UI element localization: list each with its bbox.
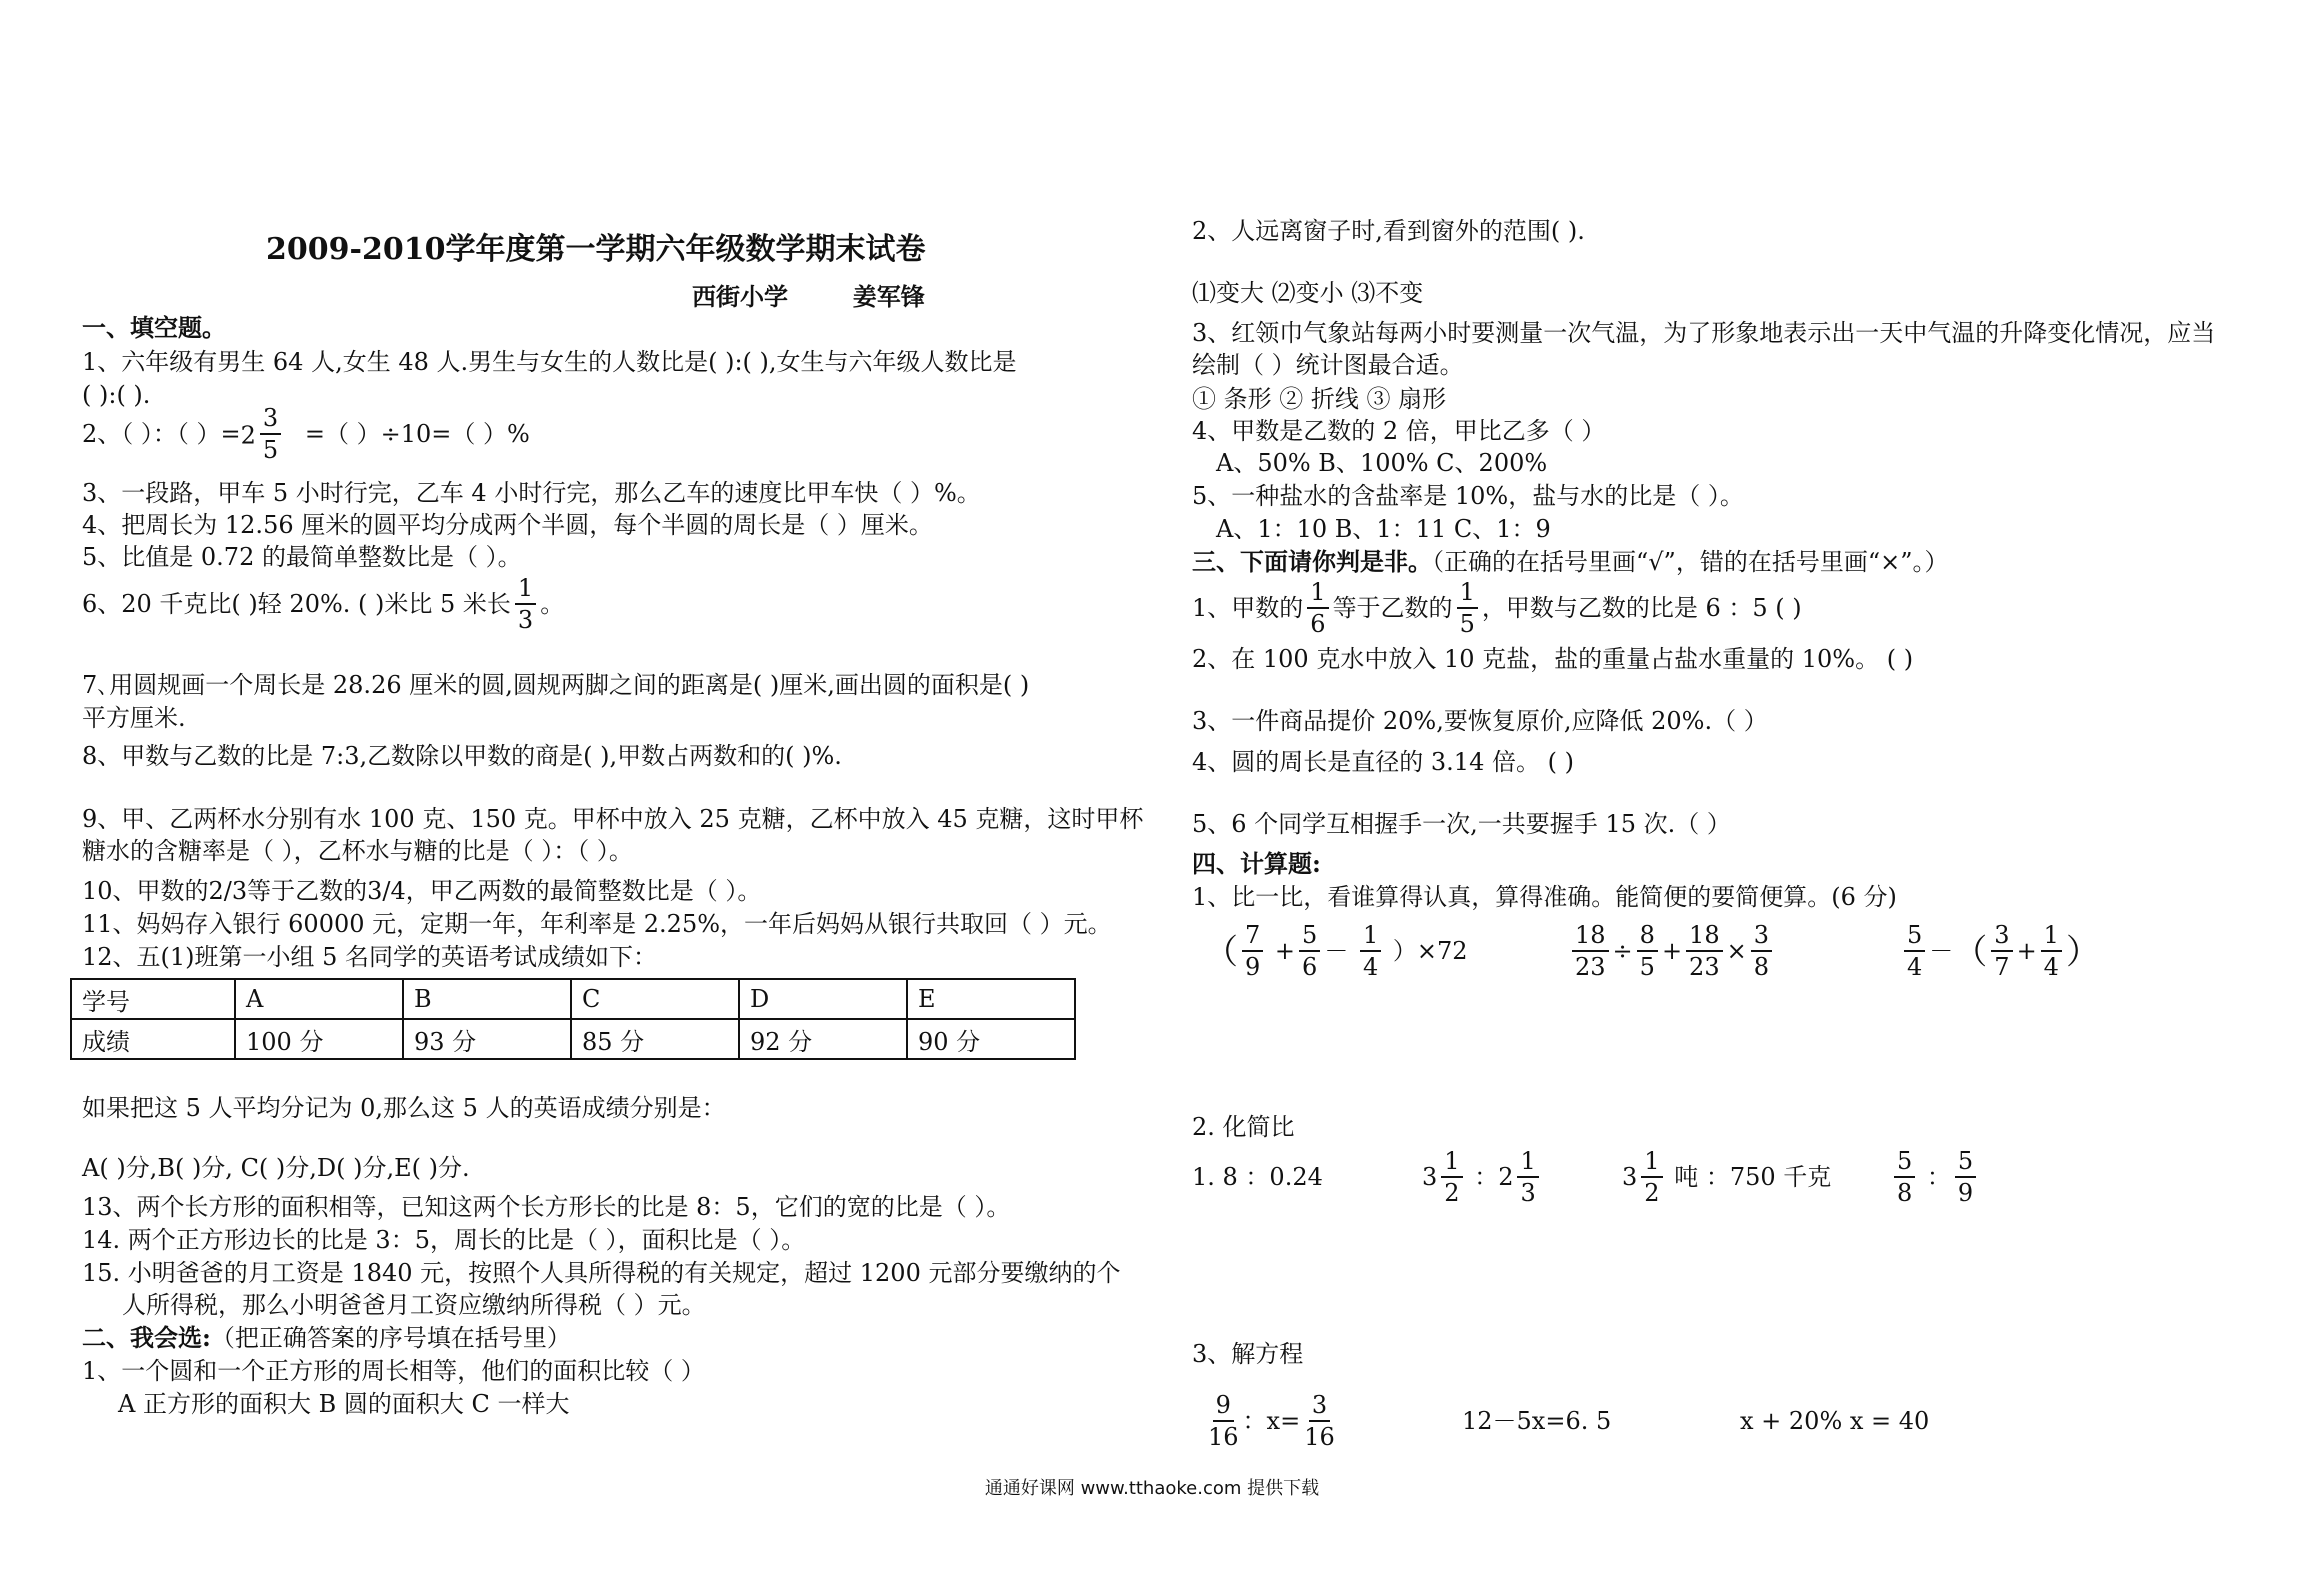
j1-frac2-den: 5 <box>1459 609 1475 638</box>
question-12-prompt: 如果把这 5 人平均分记为 0,那么这 5 人的英语成绩分别是： <box>82 1094 726 1122</box>
r2-num-2: 1 <box>1517 1149 1538 1178</box>
table-cell: 学号 <box>71 979 235 1019</box>
r3-whole: 3 <box>1622 1163 1638 1191</box>
calc-expression-1: （ $\frac{7}{9}$ + $\frac{5}{6}$ － $\frac{1}{4}$ ）×72 <box>1204 920 1468 981</box>
choice-5-options: A、1：10 B、1：11 C、1：9 <box>1216 515 1551 543</box>
question-7: 7､用圆规画一个周长是 28.26 厘米的圆,圆规两脚之间的距离是( )厘米,画出圆的面积是( ) <box>82 671 1030 699</box>
r2-den-1: 2 <box>1444 1178 1460 1207</box>
calc-2-heading: 2. 化简比 <box>1192 1113 1295 1141</box>
ratio-2: 3 $\frac{1}{2}$ ：2 $\frac{1}{3}$ <box>1422 1147 1543 1207</box>
j1-text-c: ，甲数与乙数的比是 6 ：5 ( ) <box>1481 594 1802 622</box>
section-judge-heading <box>1192 547 1948 577</box>
e3-b-den: 7 <box>1994 952 2010 981</box>
judge-5: 5、6 个同学互相握手一次,一共要握手 15 次.（ ） <box>1192 810 1731 838</box>
question-3: 3、一段路，甲车 5 小时行完，乙车 4 小时行完，那么乙车的速度比甲车快（ ）%。 <box>82 479 981 507</box>
e2-d-den: 8 <box>1753 952 1769 981</box>
calc-expression-3: $\frac{5}{4}$ －（ $\frac{3}{7}$ + $\frac{1}{4}$ ） <box>1900 916 2100 988</box>
r4-den-2: 9 <box>1957 1178 1974 1207</box>
table-cell: A <box>235 979 403 1019</box>
e3-a-den: 4 <box>1907 952 1923 981</box>
question-14: 14. 两个正方形边长的比是 3：5，周长的比是（ ），面积比是（ ）。 <box>82 1226 806 1254</box>
question-10: 10、甲数的2/3等于乙数的3/4，甲乙两数的最简整数比是（ ）。 <box>82 877 762 905</box>
judge-4: 4、圆的周长是直径的 3.14 倍。 ( ) <box>1192 748 1574 776</box>
question-1: 1、六年级有男生 64 人,女生 48 人.男生与女生的人数比是( ):( ),女生与六年级人数比是 <box>82 348 1017 376</box>
j1-text-a: 1、甲数的 <box>1192 594 1304 622</box>
e2-d-num: 3 <box>1751 923 1772 952</box>
e1-c-den: 4 <box>1362 952 1379 981</box>
e2-c-den: 23 <box>1689 952 1720 981</box>
r2-whole-2: 2 <box>1498 1163 1514 1191</box>
question-8: 8、甲数与乙数的比是 7:3,乙数除以甲数的商是( ),甲数占两数和的( )%. <box>82 742 842 770</box>
r3-tail: 吨 ：750 千克 <box>1674 1163 1832 1191</box>
q2-text-b: =（ ）÷10=（ ）% <box>304 420 530 448</box>
table-cell: 90 分 <box>907 1019 1075 1059</box>
e2-c-num: 18 <box>1686 923 1723 952</box>
choice-2: 2、人远离窗子时,看到窗外的范围( ). <box>1192 217 1585 245</box>
q6-fraction <box>515 573 536 634</box>
table-cell: D <box>739 979 907 1019</box>
question-6 <box>82 573 565 634</box>
choice-3-options: ① 条形 ② 折线 ③ 扇形 <box>1192 385 1447 413</box>
q2-denominator: 5 <box>262 435 279 464</box>
r4-den-1: 8 <box>1897 1178 1913 1207</box>
q2-numerator: 3 <box>260 406 281 435</box>
q2-mixed-number <box>240 403 286 464</box>
judge-2: 2、在 100 克水中放入 10 克盐，盐的重量占盐水重量的 10%。 ( ) <box>1192 645 1914 673</box>
table-row <box>71 979 1075 1019</box>
q2-text-a: 2、（ ）：（ ）= <box>82 420 241 448</box>
eq1-mid: ：x= <box>1242 1407 1301 1435</box>
question-12: 12、五(1)班第一小组 5 名同学的英语考试成绩如下： <box>82 943 658 971</box>
question-9-continued: 糖水的含糖率是（ ），乙杯水与糖的比是（ ）：（ ）。 <box>82 837 633 865</box>
section-calc-heading: 四、计算题: <box>1192 849 1321 878</box>
q6-denominator: 3 <box>517 605 534 634</box>
r2-whole-1: 3 <box>1422 1163 1438 1191</box>
j1-frac1-den: 6 <box>1310 609 1326 638</box>
e1-a-num: 7 <box>1242 923 1263 952</box>
table-cell: E <box>907 979 1075 1019</box>
question-15: 15. 小明爸爸的月工资是 1840 元，按照个人具所得税的有关规定，超过 1200 元部分要缴纳的个 <box>82 1259 1121 1287</box>
e2-b-num: 8 <box>1637 923 1658 952</box>
teacher-name: 姜军锋 <box>852 282 925 311</box>
eq1-num-1: 9 <box>1213 1393 1234 1422</box>
section-choice-note: （把正确答案的序号填在括号里） <box>210 1324 571 1352</box>
question-5: 5、比值是 0.72 的最简单整数比是（ ）。 <box>82 543 522 571</box>
e2-a-num: 18 <box>1572 923 1609 952</box>
choice-1-options: A 正方形的面积大 B 圆的面积大 C 一样大 <box>118 1390 570 1418</box>
page-title: 2009-2010学年度第一学期六年级数学期末试卷 <box>266 232 926 267</box>
choice-3: 3、红领巾气象站每两小时要测量一次气温，为了形象地表示出一天中气温的升降变化情况，应当 <box>1192 319 2216 347</box>
q6-text-b: 。 <box>540 590 565 618</box>
author-line <box>692 282 925 312</box>
question-13: 13、两个长方形的面积相等，已知这两个长方形长的比是 8：5，它们的宽的比是（ ）。 <box>82 1193 1011 1221</box>
e3-b-num: 3 <box>1991 923 2012 952</box>
e1-b-den: 6 <box>1302 952 1318 981</box>
table-cell: 100 分 <box>235 1019 403 1059</box>
equation-2: 12－5x=6. 5 <box>1462 1407 1612 1435</box>
q6-text-a: 6、20 千克比( )轻 20%. ( )米比 5 米长 <box>82 590 511 618</box>
equation-3: x + 20% x = 40 <box>1740 1407 1930 1435</box>
choice-1: 1、一个圆和一个正方形的周长相等，他们的面积比较（ ） <box>82 1357 705 1385</box>
question-9: 9、甲、乙两杯水分别有水 100 克、150 克。甲杯中放入 25 克糖，乙杯中放入 45 克糖，这时甲杯 <box>82 805 1144 833</box>
question-7-continued: 平方厘米. <box>82 704 186 732</box>
judge-3: 3、一件商品提价 20%,要恢复原价,应降低 20%.（ ） <box>1192 707 1768 735</box>
score-table <box>70 978 1076 1060</box>
choice-5: 5、一种盐水的含盐率是 10%，盐与水的比是（ ）。 <box>1192 482 1744 510</box>
e3-a-num: 5 <box>1904 923 1925 952</box>
r4-num-2: 5 <box>1955 1149 1976 1178</box>
question-11: 11、妈妈存入银行 60000 元，定期一年，年利率是 2.25%，一年后妈妈从银行共取回（ ）元。 <box>82 910 1112 938</box>
eq1-den-2: 16 <box>1304 1422 1335 1451</box>
choice-4-options: A、50% B、100% C、200% <box>1216 449 1548 477</box>
section-choice-heading <box>82 1323 571 1353</box>
question-15-continued: 人所得税，那么小明爸爸月工资应缴纳所得税（ ）元。 <box>122 1291 706 1319</box>
r2-den-2: 3 <box>1520 1178 1536 1207</box>
r4-num-1: 5 <box>1894 1149 1915 1178</box>
section-choice-title: 二、我会选: <box>82 1323 211 1352</box>
table-cell: C <box>571 979 739 1019</box>
choice-2-options: ⑴变大 ⑵变小 ⑶不变 <box>1192 279 1424 307</box>
e1-b-num: 5 <box>1299 923 1320 952</box>
table-cell: 成绩 <box>71 1019 235 1059</box>
choice-3-continued: 绘制（ ）统计图最合适。 <box>1192 351 1464 379</box>
e1-c-num: 1 <box>1360 923 1381 952</box>
j1-frac2-num: 1 <box>1457 580 1478 609</box>
e3-c-den: 4 <box>2043 952 2059 981</box>
choice-4: 4、甲数是乙数的 2 倍，甲比乙多（ ） <box>1192 417 1606 445</box>
eq1-den-1: 16 <box>1208 1422 1239 1451</box>
table-cell: B <box>403 979 571 1019</box>
ratio-3 <box>1622 1147 1831 1207</box>
j1-frac1-num: 1 <box>1307 580 1328 609</box>
calc-expression-2: $\frac{18}{23}$ ÷ $\frac{8}{5}$ + $\frac{18}{23}$ × $\frac{3}{8}$ <box>1568 916 1776 986</box>
q2-whole: 2 <box>240 421 256 450</box>
e3-c-num: 1 <box>2041 923 2062 952</box>
e2-b-den: 5 <box>1639 952 1655 981</box>
section-judge-title: 三、下面请你判是非。 <box>1192 547 1432 576</box>
table-row <box>71 1019 1075 1059</box>
ratio-4: $\frac{5}{8}$ ： $\frac{5}{9}$ <box>1890 1147 1980 1207</box>
ratio-1: 1. 8 ：0.24 <box>1192 1163 1323 1191</box>
e1-tail: ）×72 <box>1392 937 1468 965</box>
question-2 <box>82 403 530 464</box>
question-1-continued: ( ):( ). <box>82 381 151 409</box>
section-judge-note: （正确的在括号里画“√”，错的在括号里画“×”。） <box>1432 548 1949 576</box>
q6-numerator: 1 <box>515 576 536 605</box>
table-cell: 93 分 <box>403 1019 571 1059</box>
eq1-num-2: 3 <box>1309 1393 1330 1422</box>
equation-1 <box>1204 1388 1339 1454</box>
question-12-answers: A( )分,B( )分, C( )分,D( )分,E( )分. <box>82 1154 470 1182</box>
r3-den: 2 <box>1644 1178 1660 1207</box>
footer-credit: 通通好课网 www.tthaoke.com 提供下载 <box>984 1478 1320 1499</box>
j1-text-b: 等于乙数的 <box>1332 594 1453 622</box>
section-fill-blank-heading: 一、填空题。 <box>82 313 226 342</box>
table-cell: 85 分 <box>571 1019 739 1059</box>
judge-1 <box>1192 577 1802 638</box>
question-4: 4、把周长为 12.56 厘米的圆平均分成两个半圆，每个半圆的周长是（ ）厘米。 <box>82 511 933 539</box>
school-name: 西街小学 <box>692 282 788 311</box>
calc-3-heading: 3、解方程 <box>1192 1340 1304 1368</box>
e1-a-den: 9 <box>1245 952 1261 981</box>
r2-num-1: 1 <box>1441 1149 1462 1178</box>
calc-1-instruction: 1、比一比，看谁算得认真，算得准确。能简便的要简便算。(6 分) <box>1192 883 1897 911</box>
table-cell: 92 分 <box>739 1019 907 1059</box>
e2-a-den: 23 <box>1575 952 1606 981</box>
r3-num: 1 <box>1641 1149 1662 1178</box>
